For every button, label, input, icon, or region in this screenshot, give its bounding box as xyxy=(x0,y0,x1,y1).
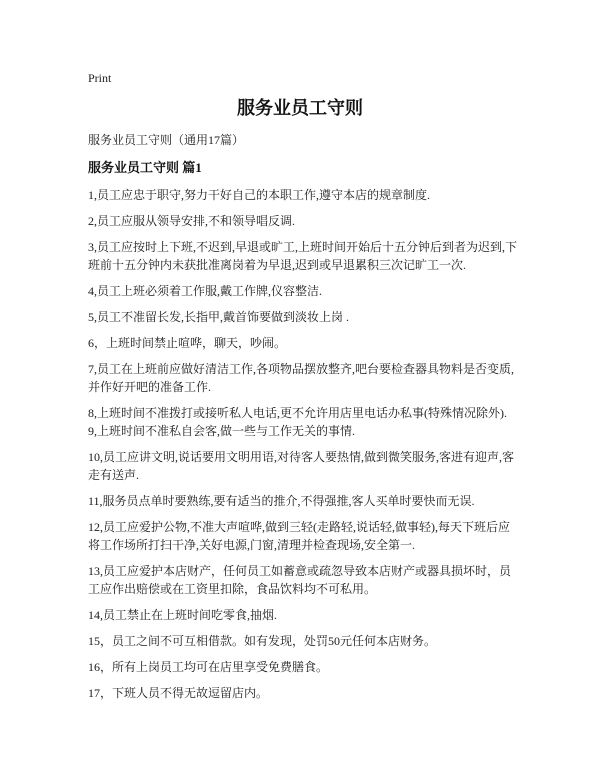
rule-item: 2,员工应服从领导安排,不和领导唱反调. xyxy=(88,214,296,228)
rule-item: 14,员工禁止在上班时间吃零食,抽烟. xyxy=(88,608,278,622)
rule-item: 12,员工应爱护公物,不准大声喧哗,做到三轻(走路轻,说话轻,做事轻),每天下班后应将工作场所打扫干净,关好电源,门窗,清理并检查现场,安全第一. xyxy=(88,520,510,552)
rule-item: 5,员工不准留长发,长指甲,戴首饰要做到淡妆上岗 . xyxy=(88,310,350,324)
rules-list xyxy=(88,186,518,710)
rule-item: 17，下班人员不得无故逗留店内。 xyxy=(88,686,269,700)
rule-item: 11,服务员点单时要熟练,要有适当的推介,不得强推,客人买单时要快而无误. xyxy=(88,494,475,508)
rule-item: 4,员工上班必须着工作服,戴工作牌,仪容整洁. xyxy=(88,284,323,298)
rule-item: 7,员工在上班前应做好清洁工作,各项物品摆放整齐,吧台要检查器具物料是否变质,并作好开吧的准备工作. xyxy=(88,362,515,394)
rule-item: 3,员工应按时上下班,不迟到,早退或旷工,上班时间开始后十五分钟后到者为迟到,下班前十五分钟内未获批准离岗着为早退,迟到或早退累积三次记旷工一次. xyxy=(88,240,518,272)
rule-item: 8,上班时间不准拨打或接听私人电话,更不允许用店里电话办私事(特殊情况除外). 9,上班时间不准私自会客,做一些与工作无关的事情. xyxy=(88,406,507,438)
document-subtitle: 服务业员工守则（通用17篇） xyxy=(88,133,245,147)
section-heading: 服务业员工守则 篇1 xyxy=(88,160,202,175)
rule-item: 10,员工应讲文明,说话要用文明用语,对待客人要热情,做到微笑服务,客进有迎声,客走有送声. xyxy=(88,450,515,482)
rule-item: 15，员工之间不可互相借款。如有发现，处罚50元任何本店财务。 xyxy=(88,634,437,648)
document-title: 服务业员工守则 xyxy=(237,98,363,118)
rule-item: 1,员工应忠于职守,努力干好自己的本职工作,遵守本店的规章制度. xyxy=(88,188,431,202)
rule-item: 6，上班时间禁止喧哗，聊天，吵闹。 xyxy=(88,336,287,350)
print-link[interactable]: Print xyxy=(88,71,112,85)
rule-item: 13,员工应爱护本店财产，任何员工如蓄意或疏忽导致本店财产或器具损坏时，员工应作出赔偿或在工资里扣除，食品饮料均不可私用。 xyxy=(88,564,512,596)
rule-item: 16，所有上岗员工均可在店里享受免费膳食。 xyxy=(88,660,329,674)
